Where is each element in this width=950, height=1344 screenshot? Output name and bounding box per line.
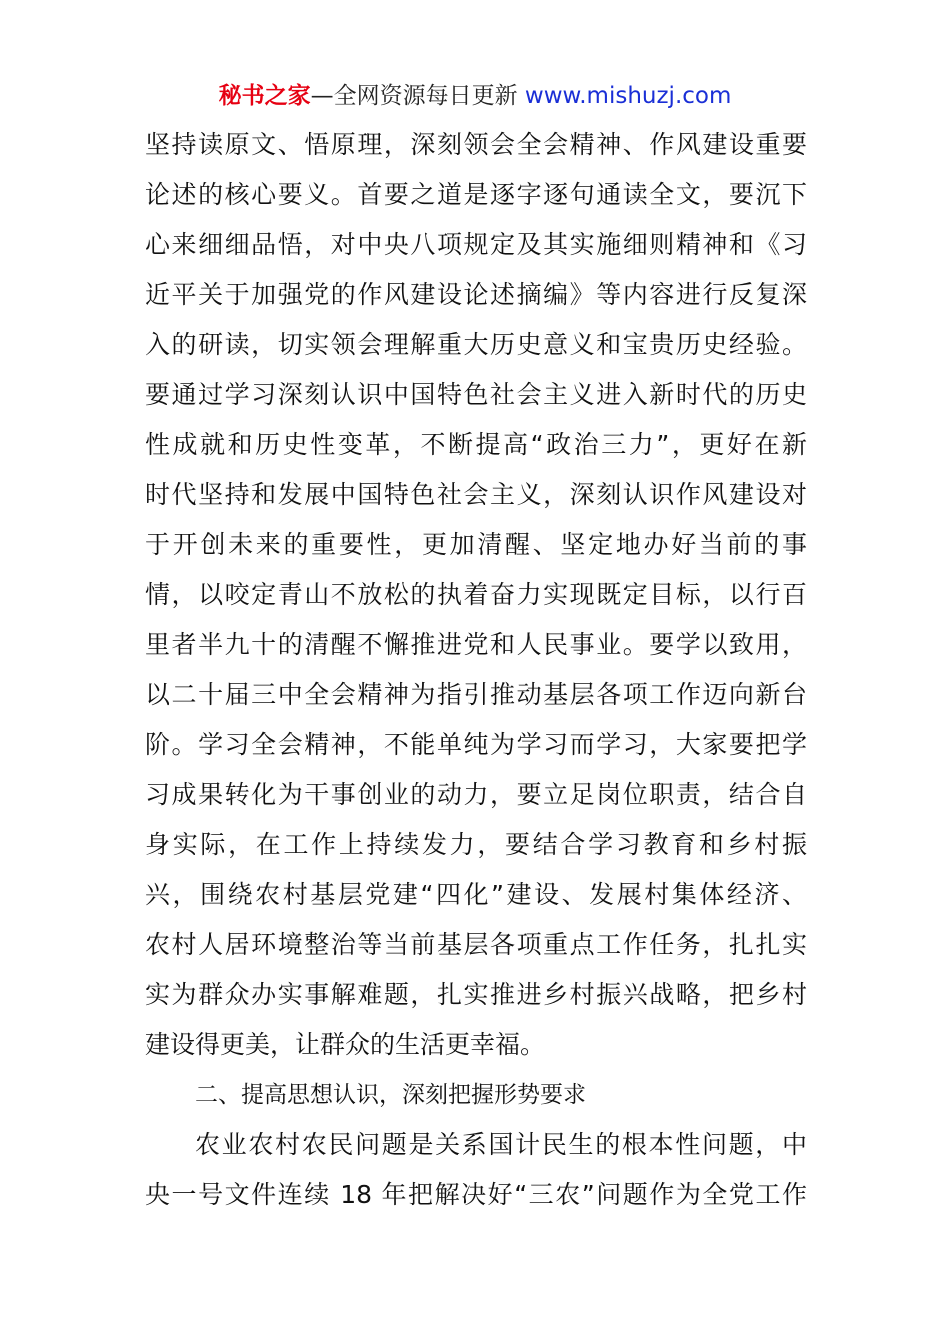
- text-line: 身实际，在工作上持续发力，要结合学习教育和乡村振: [145, 830, 807, 859]
- text-line: 阶。学习全会精神，不能单纯为学习而学习，大家要把学: [145, 730, 807, 759]
- text-line: 近平关于加强党的作风建设论述摘编》等内容进行反复深: [145, 280, 807, 309]
- text-line: 建设得更美，让群众的生活更幸福。: [145, 1030, 546, 1059]
- brand-name: 秘书之家: [218, 83, 311, 109]
- text-line: 兴，围绕农村基层党建“四化”建设、发展村集体经济、: [145, 880, 807, 909]
- site-header: [0, 78, 950, 114]
- text-line: 实为群众办实事解难题，扎实推进乡村振兴战略，把乡村: [145, 980, 807, 1009]
- text-line: 情，以咬定青山不放松的执着奋力实现既定目标，以行百: [145, 580, 807, 609]
- text-line: 以二十届三中全会精神为指引推动基层各项工作迈向新台: [145, 680, 807, 709]
- text-line: 里者半九十的清醒不懈推进党和人民事业。要学以致用，: [145, 630, 807, 659]
- text-line: 坚持读原文、悟原理，深刻领会全会精神、作风建设重要: [145, 130, 807, 159]
- header-tagline: —全网资源每日更新: [310, 83, 525, 109]
- text-line: 农村人居环境整治等当前基层各项重点工作任务，扎扎实: [145, 930, 807, 959]
- text-line: 要通过学习深刻认识中国特色社会主义进入新时代的历史: [145, 380, 807, 409]
- text-line: 时代坚持和发展中国特色社会主义，深刻认识作风建设对: [145, 480, 807, 509]
- text-line: 农业农村农民问题是关系国计民生的根本性问题，中: [195, 1130, 807, 1159]
- text-line: 入的研读，切实领会理解重大历史意义和宝贵历史经验。: [145, 330, 807, 359]
- site-url[interactable]: www.mishuzj.com: [524, 83, 732, 109]
- text-line: 论述的核心要义。首要之道是逐字逐句通读全文，要沉下: [145, 180, 807, 209]
- text-line: 央一号文件连续 18 年把解决好“三农”问题作为全党工作: [145, 1180, 807, 1209]
- document-body: [145, 120, 807, 1220]
- section-heading: 二、提高思想认识，深刻把握形势要求: [195, 1082, 586, 1108]
- text-line: 性成就和历史性变革，不断提高“政治三力”，更好在新: [145, 430, 807, 459]
- text-line: 习成果转化为干事创业的动力，要立足岗位职责，结合自: [145, 780, 807, 809]
- text-line: 于开创未来的重要性，更加清醒、坚定地办好当前的事: [145, 530, 807, 559]
- text-line: 心来细细品悟，对中央八项规定及其实施细则精神和《习: [145, 230, 807, 259]
